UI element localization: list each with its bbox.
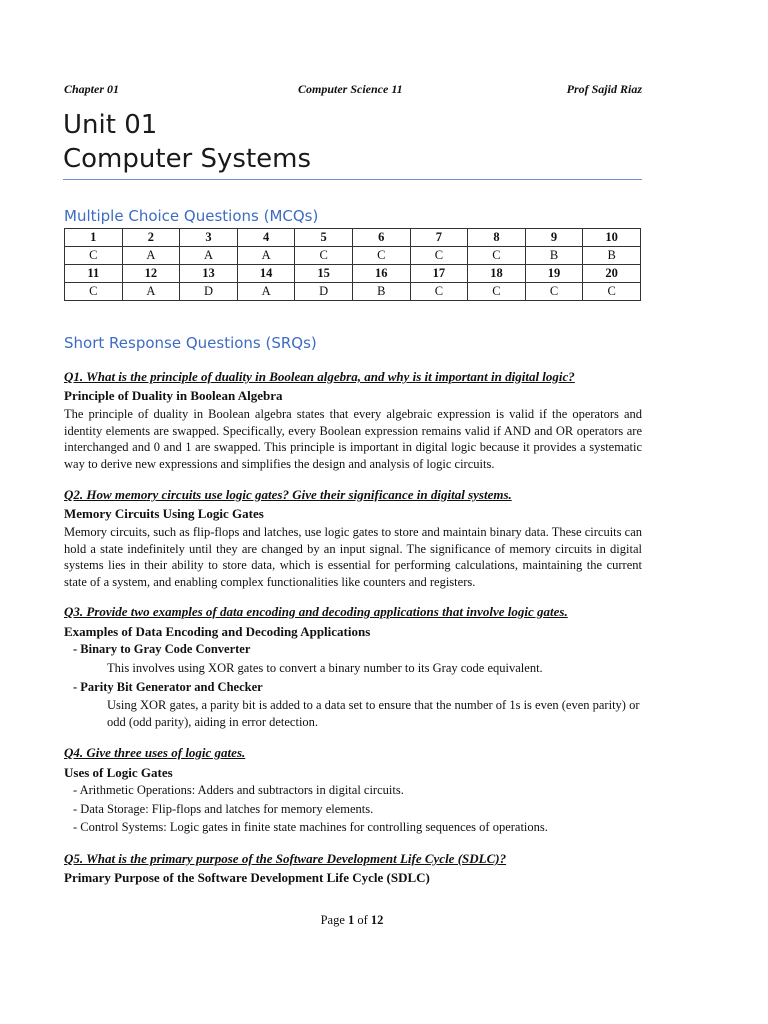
q3-question: Q3. Provide two examples of data encoding and decoding applications that involve logic gates. xyxy=(64,604,568,619)
table-cell: C xyxy=(410,247,468,265)
table-cell: 7 xyxy=(410,229,468,247)
table-cell: 9 xyxy=(525,229,583,247)
table-cell: 4 xyxy=(237,229,295,247)
table-cell: 12 xyxy=(122,265,180,283)
q1-subheading: Principle of Duality in Boolean Algebra xyxy=(64,388,283,403)
footer-current-page: 1 xyxy=(348,913,355,927)
footer-total-pages: 12 xyxy=(370,913,384,927)
table-cell: 13 xyxy=(180,265,238,283)
q1-question: Q1. What is the principle of duality in Boolean algebra, and why is it important in digital logic? xyxy=(64,369,575,384)
table-row xyxy=(65,229,641,247)
table-cell: 15 xyxy=(295,265,353,283)
table-cell: 20 xyxy=(583,265,641,283)
table-cell: 14 xyxy=(237,265,295,283)
q3-subheading: Examples of Data Encoding and Decoding Applications xyxy=(64,624,371,639)
q3-item1-title: - Binary to Gray Code Converter xyxy=(73,642,251,656)
table-cell: 2 xyxy=(122,229,180,247)
table-cell: 1 xyxy=(65,229,123,247)
table-row xyxy=(65,265,641,283)
q3-item1-text: This involves using XOR gates to convert a binary number to its Gray code equivalent. xyxy=(107,661,543,675)
table-cell: 16 xyxy=(352,265,410,283)
header-author: Prof Sajid Riaz xyxy=(566,82,642,96)
table-row xyxy=(65,283,641,301)
table-cell: C xyxy=(468,283,526,301)
table-cell: A xyxy=(180,247,238,265)
header-subject: Computer Science 11 xyxy=(298,82,403,96)
table-cell: A xyxy=(122,247,180,265)
table-cell: A xyxy=(122,283,180,301)
q5-question: Q5. What is the primary purpose of the Software Development Life Cycle (SDLC)? xyxy=(64,851,507,866)
list-item: - Arithmetic Operations: Adders and subtractors in digital circuits. xyxy=(73,783,404,797)
table-cell: 11 xyxy=(65,265,123,283)
q3-item2-text: Using XOR gates, a parity bit is added to a data set to ensure that the number of 1s is even (even parity) or odd (odd parity), aiding in error detection. xyxy=(107,698,640,729)
table-cell: 5 xyxy=(295,229,353,247)
table-cell: C xyxy=(65,247,123,265)
table-cell: A xyxy=(237,283,295,301)
footer-page-word: Page xyxy=(320,913,345,927)
title-divider xyxy=(63,179,642,180)
page-footer xyxy=(0,913,704,928)
table-cell: D xyxy=(180,283,238,301)
srq-heading: Short Response Questions (SRQs) xyxy=(64,334,317,352)
table-cell: 8 xyxy=(468,229,526,247)
table-cell: D xyxy=(295,283,353,301)
table-cell: B xyxy=(525,247,583,265)
table-cell: 17 xyxy=(410,265,468,283)
list-item: - Data Storage: Flip-flops and latches for memory elements. xyxy=(73,802,374,816)
table-cell: A xyxy=(237,247,295,265)
table-cell: C xyxy=(65,283,123,301)
page-title: Computer Systems xyxy=(63,144,312,174)
table-cell: C xyxy=(352,247,410,265)
q4-question: Q4. Give three uses of logic gates. xyxy=(64,745,246,760)
page-header xyxy=(64,82,642,98)
table-cell: C xyxy=(468,247,526,265)
footer-of-word: of xyxy=(357,913,368,927)
mcq-answer-table xyxy=(64,228,641,301)
q2-subheading: Memory Circuits Using Logic Gates xyxy=(64,506,264,521)
q4-subheading: Uses of Logic Gates xyxy=(64,765,173,780)
table-cell: 18 xyxy=(468,265,526,283)
table-cell: B xyxy=(352,283,410,301)
table-row xyxy=(65,247,641,265)
table-cell: C xyxy=(410,283,468,301)
table-cell: B xyxy=(583,247,641,265)
table-cell: C xyxy=(583,283,641,301)
table-cell: C xyxy=(525,283,583,301)
table-cell: 6 xyxy=(352,229,410,247)
table-cell: 19 xyxy=(525,265,583,283)
mcq-heading: Multiple Choice Questions (MCQs) xyxy=(64,207,319,225)
q2-answer: Memory circuits, such as flip-flops and latches, use logic gates to store and maintain binary data. These circuits can hold a state indefinitely until they are changed by an input signal. The significance of memory circuits in digital systems lies in their ability to store data, which is essential for performing calculations, maintaining the current state of a system, and enabling complex functionalities like counters and registers. xyxy=(64,525,642,589)
table-cell: 10 xyxy=(583,229,641,247)
table-cell: 3 xyxy=(180,229,238,247)
table-cell: C xyxy=(295,247,353,265)
list-item: - Control Systems: Logic gates in finite state machines for controlling sequences of operations. xyxy=(73,820,548,834)
q3-item2-title: - Parity Bit Generator and Checker xyxy=(73,680,263,694)
unit-heading: Unit 01 xyxy=(63,110,158,140)
q5-subheading: Primary Purpose of the Software Development Life Cycle (SDLC) xyxy=(64,870,430,885)
header-chapter: Chapter 01 xyxy=(64,82,120,96)
q1-answer: The principle of duality in Boolean algebra states that every algebraic expression is valid if the operators and identity elements are swapped. Specifically, every Boolean expression remains valid if AND and OR operators are interchanged and 0 and 1 are swapped. This principle is important in digital logic because it provides a systematic way to derive new expressions and simplifies the design and analysis of logic circuits. xyxy=(64,407,642,471)
q2-question: Q2. How memory circuits use logic gates? Give their significance in digital systems. xyxy=(64,487,512,502)
